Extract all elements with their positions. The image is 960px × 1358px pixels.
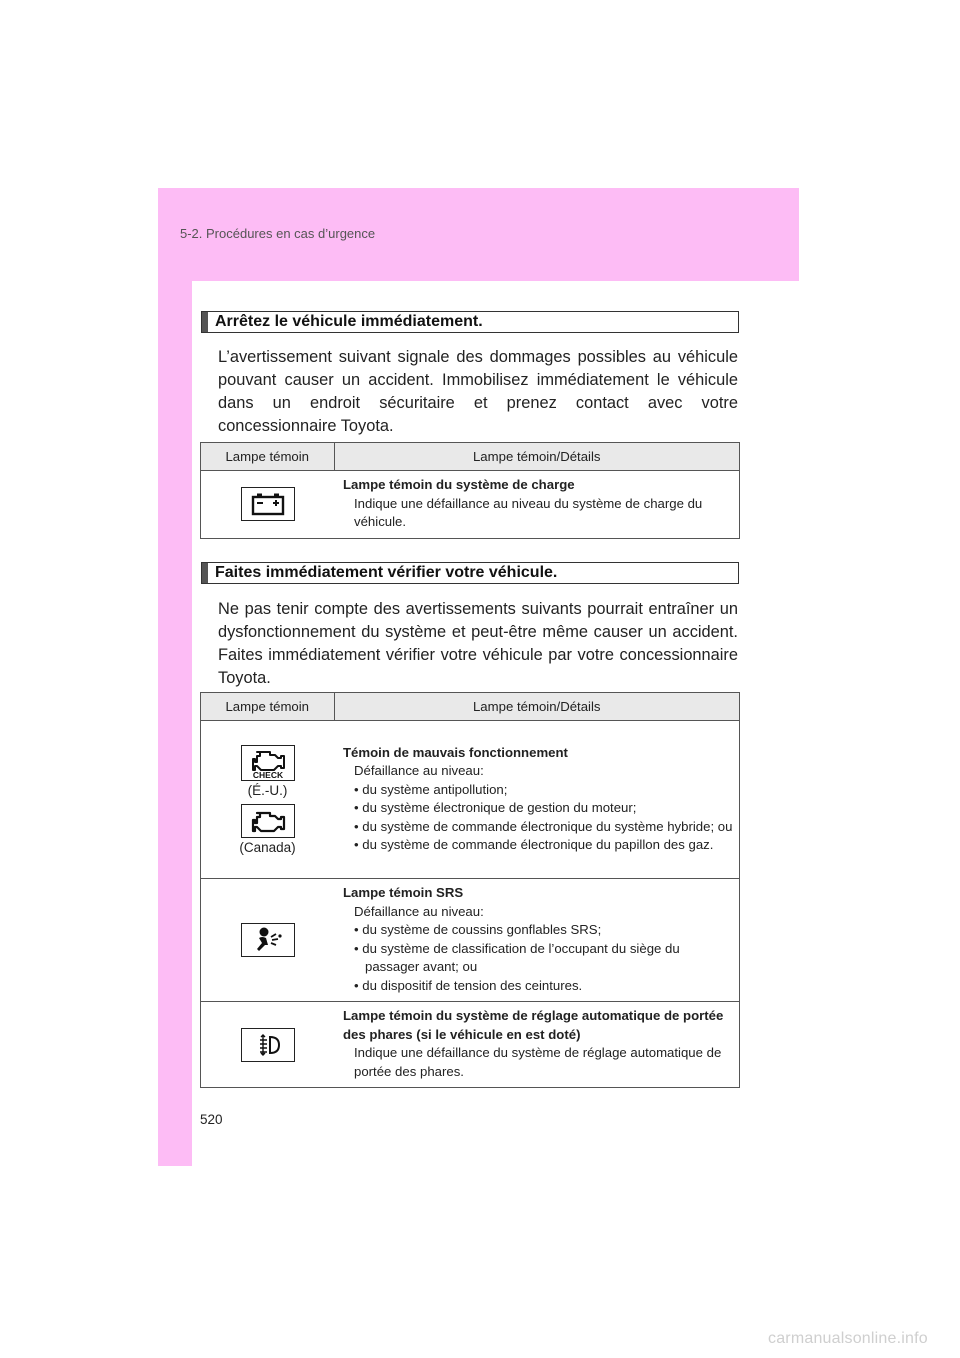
warning-lamp-table-1 [200, 442, 740, 539]
section-paragraph-check-vehicle: Ne pas tenir compte des avertissements suivants pourrait entraîner un dysfonctionnement du système et peut-être même causer un accident. Faites immédiatement vérifier votre véhicule par votre concessionnaire Toyota. [218, 600, 738, 687]
icon-caption-usa: (É.-U.) [247, 782, 288, 798]
icon-caption-canada: (Canada) [239, 839, 296, 855]
section-paragraph-stop-vehicle: L’avertissement suivant signale des dommages possibles au véhicule pouvant causer un accident. Immobilisez immédiatement le véhicule dans un endroit sécuritaire et prenez contact avec votre concessionnaire Toyota. [218, 348, 738, 435]
engine-icon [241, 804, 295, 838]
lamp-bullet: • du système antipollution; [354, 781, 508, 797]
lamp-bullet: • du système électronique de gestion du moteur; [354, 800, 637, 815]
page-number: 520 [200, 1112, 223, 1127]
lamp-bullet: • du système de classification de l’occupant du siège du passager avant; ou [354, 940, 680, 974]
table-row [201, 721, 740, 879]
lamp-title: Lampe témoin SRS [343, 885, 464, 900]
lamp-title: Lampe témoin du système de charge [343, 477, 575, 492]
table-row [201, 471, 740, 539]
lamp-title: Lampe témoin du système de réglage automatique de portée des phares (si le véhicule en est doté) [343, 1008, 724, 1042]
battery-icon [241, 487, 295, 521]
lamp-bullet: • du système de commande électronique du papillon des gaz. [354, 837, 714, 852]
section-title-check-vehicle: Faites immédiatement vérifier votre véhicule. [201, 562, 739, 584]
lamp-title: Témoin de mauvais fonctionnement [343, 744, 568, 760]
section-label: 5-2. Procédures en cas d’urgence [180, 226, 376, 241]
table-row [201, 1002, 740, 1088]
column-header-details: Lampe témoin/Détails [334, 693, 740, 721]
side-margin-band [158, 281, 192, 1166]
column-header-lamp: Lampe témoin [201, 693, 335, 721]
warning-lamp-table-2 [200, 692, 740, 1088]
srs-airbag-icon [241, 923, 295, 957]
column-header-lamp: Lampe témoin [201, 443, 335, 471]
check-engine-icon [241, 745, 295, 781]
lamp-bullet: • du dispositif de tension des ceintures. [354, 977, 583, 993]
lamp-bullet: • du système de commande électronique du système hybride; ou [354, 818, 733, 834]
lamp-description: Indique une défaillance au niveau du système de charge du véhicule. [354, 495, 703, 529]
watermark: carmanualsonline.info [768, 1330, 928, 1347]
lamp-description: Indique une défaillance du système de réglage automatique de portée des phares. [354, 1045, 722, 1079]
lamp-intro: Défaillance au niveau: [354, 763, 484, 778]
check-label: CHECK [252, 769, 283, 780]
section-title-stop-vehicle: Arrêtez le véhicule immédiatement. [201, 311, 739, 333]
table-row [201, 879, 740, 1002]
column-header-details: Lampe témoin/Détails [334, 443, 740, 471]
lamp-bullet: • du système de coussins gonflables SRS; [354, 922, 602, 937]
lamp-intro: Défaillance au niveau: [354, 903, 484, 919]
headlight-leveling-icon [241, 1028, 295, 1062]
